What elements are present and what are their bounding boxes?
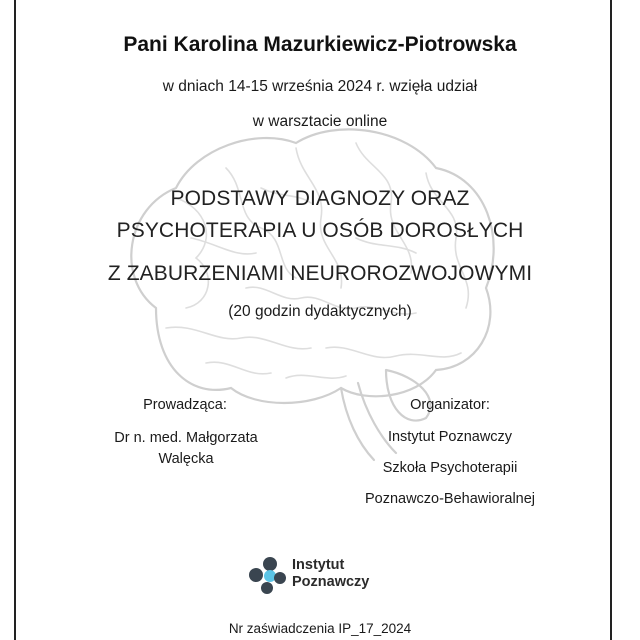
course-title-line-2: PSYCHOTERAPIA U OSÓB DOROSŁYCH: [116, 219, 524, 242]
organizer-label: Organizator:: [410, 397, 490, 413]
lead-name: Dr n. med. Małgorzata Walęcka: [114, 430, 258, 467]
molecule-logo-icon: [246, 554, 288, 596]
logo-text-line-2: Poznawczy: [292, 574, 370, 590]
institute-logo: [246, 552, 406, 598]
hours-text: (20 godzin dydaktycznych): [228, 303, 412, 320]
course-title-line-3: Z ZABURZENIAMI NEUROROZWOJOWYMI: [107, 262, 533, 285]
logo-text: [292, 557, 369, 591]
organizer-line-1: Instytut Poznawczy: [387, 429, 513, 445]
lead-label: Prowadząca:: [143, 397, 227, 413]
organizer-line-3: Poznawczo-Behawioralnej: [364, 491, 536, 507]
logo-text-line-1: Instytut: [292, 557, 345, 573]
recipient-name: Pani Karolina Mazurkiewicz-Piotrowska: [123, 33, 517, 56]
event-type-text: w warsztacie online: [252, 113, 388, 130]
certificate-number: Nr zaświadczenia IP_17_2024: [228, 621, 412, 636]
participation-text: w dniach 14-15 września 2024 r. wzięła udział: [162, 78, 478, 95]
organizer-line-2: Szkoła Psychoterapii: [382, 460, 518, 476]
course-title-line-1: PODSTAWY DIAGNOZY ORAZ: [170, 187, 470, 210]
